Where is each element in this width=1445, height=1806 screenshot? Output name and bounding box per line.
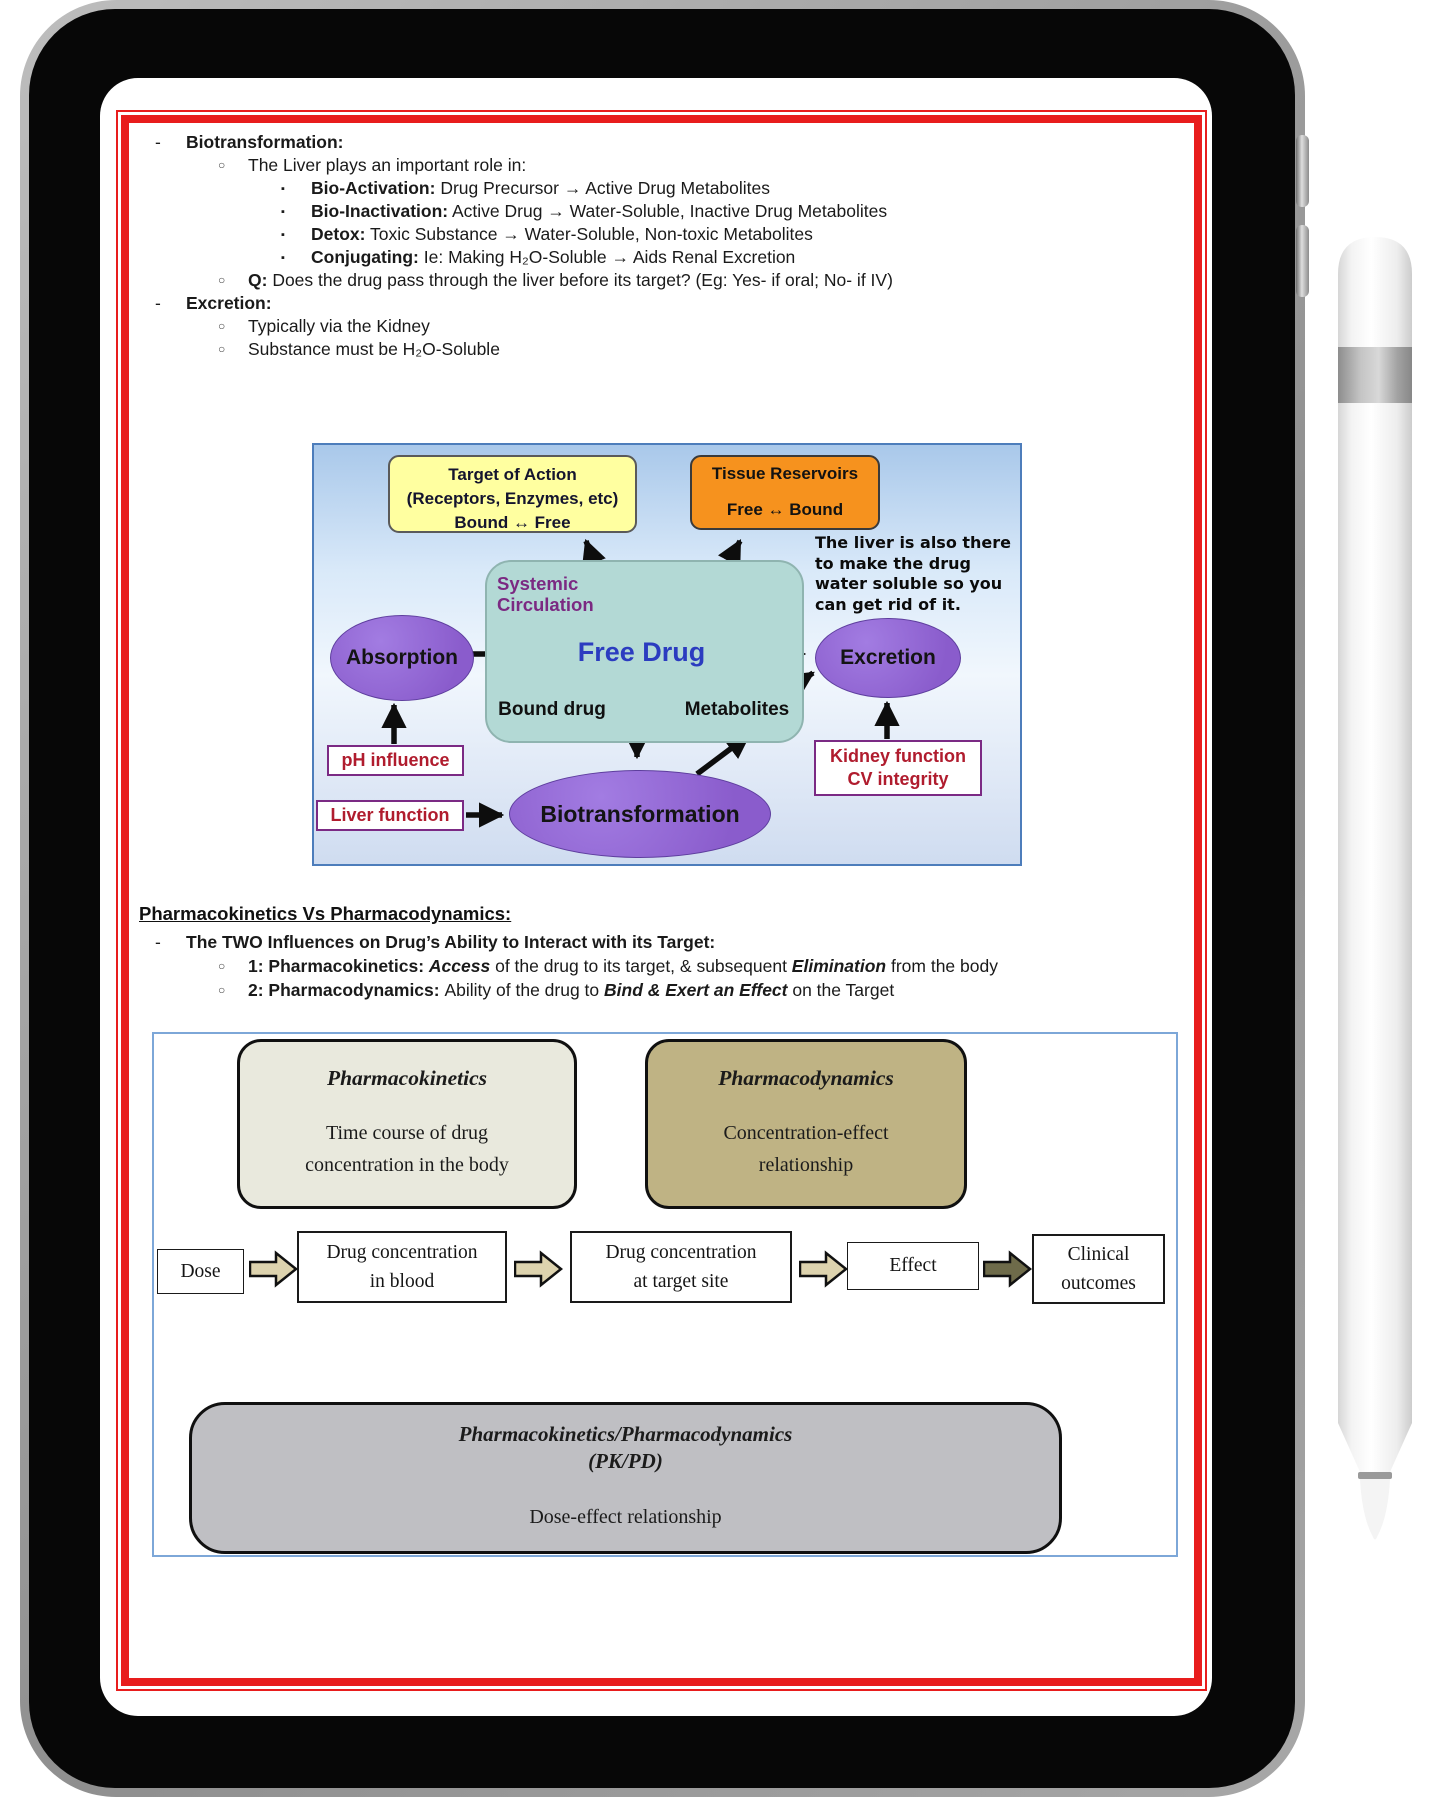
square-bullet: ▪ xyxy=(281,229,285,241)
biotransformation-ellipse: Biotransformation xyxy=(509,770,771,858)
liver-annotation: The liver is also there to make the drug water soluble so you can get rid of it. xyxy=(815,533,1012,614)
circle-bullet: ○ xyxy=(218,319,226,333)
absorption-ellipse: Absorption xyxy=(330,615,474,701)
circle-bullet: ○ xyxy=(218,342,226,356)
volume-down-button xyxy=(1296,225,1309,297)
note-line: ▪ Detox: Toxic Substance → Water-Soluble, Non-toxic Metabolites xyxy=(281,223,813,249)
circle-bullet: ○ xyxy=(218,273,226,287)
note-line: - The TWO Influences on Drug’s Ability to Interact with its Target: xyxy=(155,932,716,952)
block-arrow-icon xyxy=(983,1250,1033,1288)
tissue-reservoirs-box: Tissue Reservoirs Free ↔ Bound xyxy=(690,455,880,530)
square-bullet: ▪ xyxy=(281,183,285,195)
note-line: ○ Q: Does the drug pass through the liver before its target? (Eg: Yes- if oral; No- if IV) xyxy=(218,270,893,290)
section-heading: Pharmacokinetics Vs Pharmacodynamics: xyxy=(139,903,512,924)
dash-bullet: - xyxy=(155,132,161,152)
effect-box: Effect xyxy=(847,1242,979,1290)
systemic-circulation-label: Systemic Circulation xyxy=(497,573,594,615)
drug-disposition-diagram xyxy=(312,443,1022,866)
ph-influence-box: pH influence xyxy=(327,745,464,776)
note-line: ○ 2: Pharmacodynamics: Ability of the drug to Bind & Exert an Effect on the Target xyxy=(218,980,895,1000)
note-line: ○ Substance must be H₂O-Soluble xyxy=(218,339,500,359)
excretion-ellipse: Excretion xyxy=(815,618,961,698)
square-bullet: ▪ xyxy=(281,252,285,264)
pk-pd-diagram xyxy=(152,1032,1178,1557)
circle-bullet: ○ xyxy=(218,158,226,172)
note-line: ▪ Bio-Activation: Drug Precursor → Active Drug Metabolites xyxy=(281,177,770,203)
kidney-function-box: Kidney function CV integrity xyxy=(814,740,982,796)
pharmacokinetics-box: Pharmacokinetics Time course of drug concentration in the body xyxy=(237,1039,577,1209)
note-line: - Biotransformation: xyxy=(155,132,344,152)
free-drug-label: Free Drug xyxy=(577,637,706,667)
stylus-pencil xyxy=(1330,225,1422,1555)
drug-concentration-blood-box: Drug concentration in blood xyxy=(297,1231,507,1303)
note-line: ○ The Liver plays an important role in: xyxy=(218,155,527,175)
clinical-outcomes-box: Clinical outcomes xyxy=(1032,1234,1165,1304)
volume-up-button xyxy=(1296,135,1309,207)
drug-concentration-target-box: Drug concentration at target site xyxy=(570,1231,792,1303)
circle-bullet: ○ xyxy=(218,959,226,973)
block-arrow-icon xyxy=(249,1250,299,1288)
note-line: ○ Typically via the Kidney xyxy=(218,316,430,336)
pkpd-summary-box: Pharmacokinetics/Pharmacodynamics (PK/PD) Dose-effect relationship xyxy=(189,1402,1062,1554)
dose-box: Dose xyxy=(157,1249,244,1294)
metabolites-label: Metabolites xyxy=(684,699,790,720)
circle-bullet: ○ xyxy=(218,983,226,997)
dash-bullet: - xyxy=(155,932,161,952)
block-arrow-icon xyxy=(799,1250,849,1288)
block-arrow-icon xyxy=(514,1250,564,1288)
note-line: ○ 1: Pharmacokinetics: Access of the drug to its target, & subsequent Elimination from the body xyxy=(218,956,998,976)
note-line: - Excretion: xyxy=(155,293,272,313)
square-bullet: ▪ xyxy=(281,206,285,218)
dash-bullet: - xyxy=(155,293,161,313)
pharmacodynamics-box: Pharmacodynamics Concentration-effect relationship xyxy=(645,1039,967,1209)
note-line: ▪ Conjugating: Ie: Making H₂O-Soluble → Aids Renal Excretion xyxy=(281,246,795,272)
note-line: ▪ Bio-Inactivation: Active Drug → Water-Soluble, Inactive Drug Metabolites xyxy=(281,200,887,226)
bound-drug-label: Bound drug xyxy=(498,699,606,720)
target-of-action-box: Target of Action (Receptors, Enzymes, etc) Bound ↔ Free xyxy=(388,455,637,533)
liver-function-box: Liver function xyxy=(316,800,464,831)
